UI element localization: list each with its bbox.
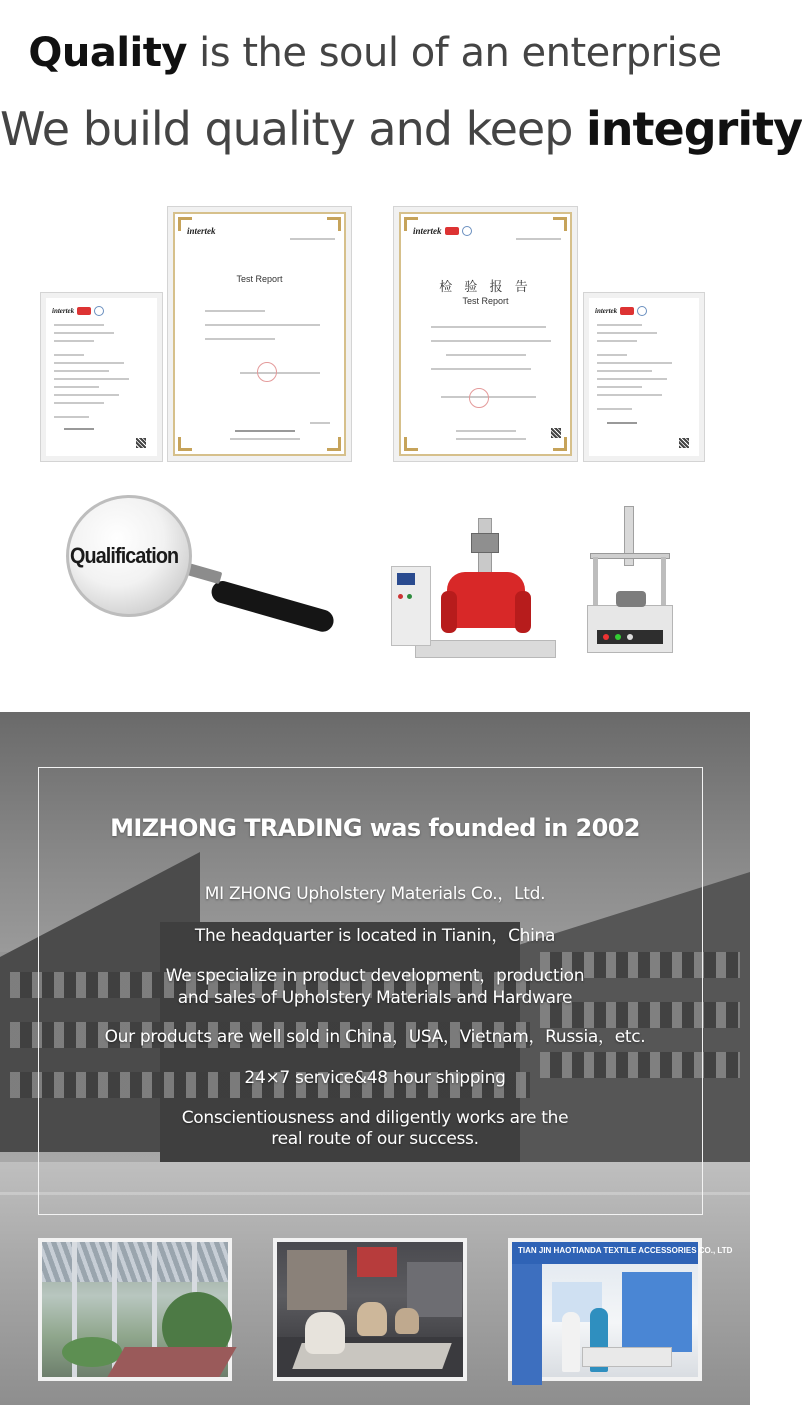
company-name-line: MI ZHONG Upholstery Materials Co.，Ltd. [204, 884, 546, 904]
intertek-logo [187, 226, 216, 236]
intertek-logo [52, 306, 104, 316]
qr-code-icon [679, 438, 689, 448]
certificate-detail-left [40, 292, 163, 462]
red-sofa [447, 572, 525, 628]
qualification-label: Qualification [70, 543, 179, 568]
certificate-title: Test Report [236, 274, 283, 284]
qr-code-icon [551, 428, 561, 438]
certificate-title: Test Report [462, 296, 509, 306]
photo-trade-booth [508, 1238, 733, 1381]
magnifier-neck [186, 563, 222, 584]
intertek-logo [595, 306, 647, 316]
ma-badge-icon [445, 227, 459, 235]
control-screen [397, 573, 415, 585]
seal-stamp-icon [257, 362, 277, 382]
chair-icon [305, 1312, 345, 1354]
intertek-logo-text: intertek [52, 307, 75, 315]
values-line-2: real route of our success. [271, 1129, 479, 1149]
qr-code-icon [136, 438, 146, 448]
certificate-test-report [167, 206, 352, 462]
headquarter-line: The headquarter is located in Tianin，China [194, 926, 556, 946]
certificate-paper [399, 212, 572, 456]
certificate-detail-right [583, 292, 705, 462]
specialize-line-2: and sales of Upholstery Materials and Hardware [177, 988, 573, 1008]
intertek-logo [413, 226, 472, 236]
intertek-logo-text: intertek [595, 307, 618, 315]
specialize-line-1: We specialize in product development，production [165, 966, 585, 986]
certificate-paper [46, 298, 157, 456]
accreditation-icon [637, 306, 647, 316]
accreditation-icon [94, 306, 104, 316]
intertek-logo-text: intertek [187, 226, 216, 236]
certificate-paper [589, 298, 699, 456]
service-line: 24×7 service&48 hour shipping [244, 1068, 506, 1088]
markets-line: Our products are well sold in China，USA，Vietnam，Russia，etc. [104, 1027, 646, 1047]
headline-integrity [0, 102, 802, 156]
person-icon [562, 1312, 580, 1372]
certificate-cn-title: 检 验 报 告 [439, 280, 532, 295]
ma-badge-icon [77, 307, 91, 315]
headline-quality-rest: is the soul of an enterprise [186, 30, 722, 76]
headline-quality-bold: Quality [28, 30, 187, 76]
photo-campus-walkway [38, 1238, 232, 1381]
certificate-test-report-cn [393, 206, 578, 462]
magnifier-handle [209, 578, 336, 634]
intertek-logo-text: intertek [413, 226, 442, 236]
photo-exhibition-hall [273, 1238, 467, 1381]
seal-stamp-icon [469, 388, 489, 408]
ma-badge-icon [620, 307, 634, 315]
values-line-1: Conscientiousness and diligently works are the [181, 1108, 569, 1128]
accreditation-icon [462, 226, 472, 236]
headline-integrity-bold: integrity [586, 102, 802, 156]
booth-banner-text: TIAN JIN HAOTIANDA TEXTILE ACCESSORIES CO., LTD [518, 1246, 733, 1255]
certificate-paper [173, 212, 346, 456]
headline-quality [0, 30, 750, 76]
company-founded-title: MIZHONG TRADING was founded in 2002 [110, 814, 640, 842]
headline-integrity-rest: We build quality and keep [0, 102, 587, 156]
